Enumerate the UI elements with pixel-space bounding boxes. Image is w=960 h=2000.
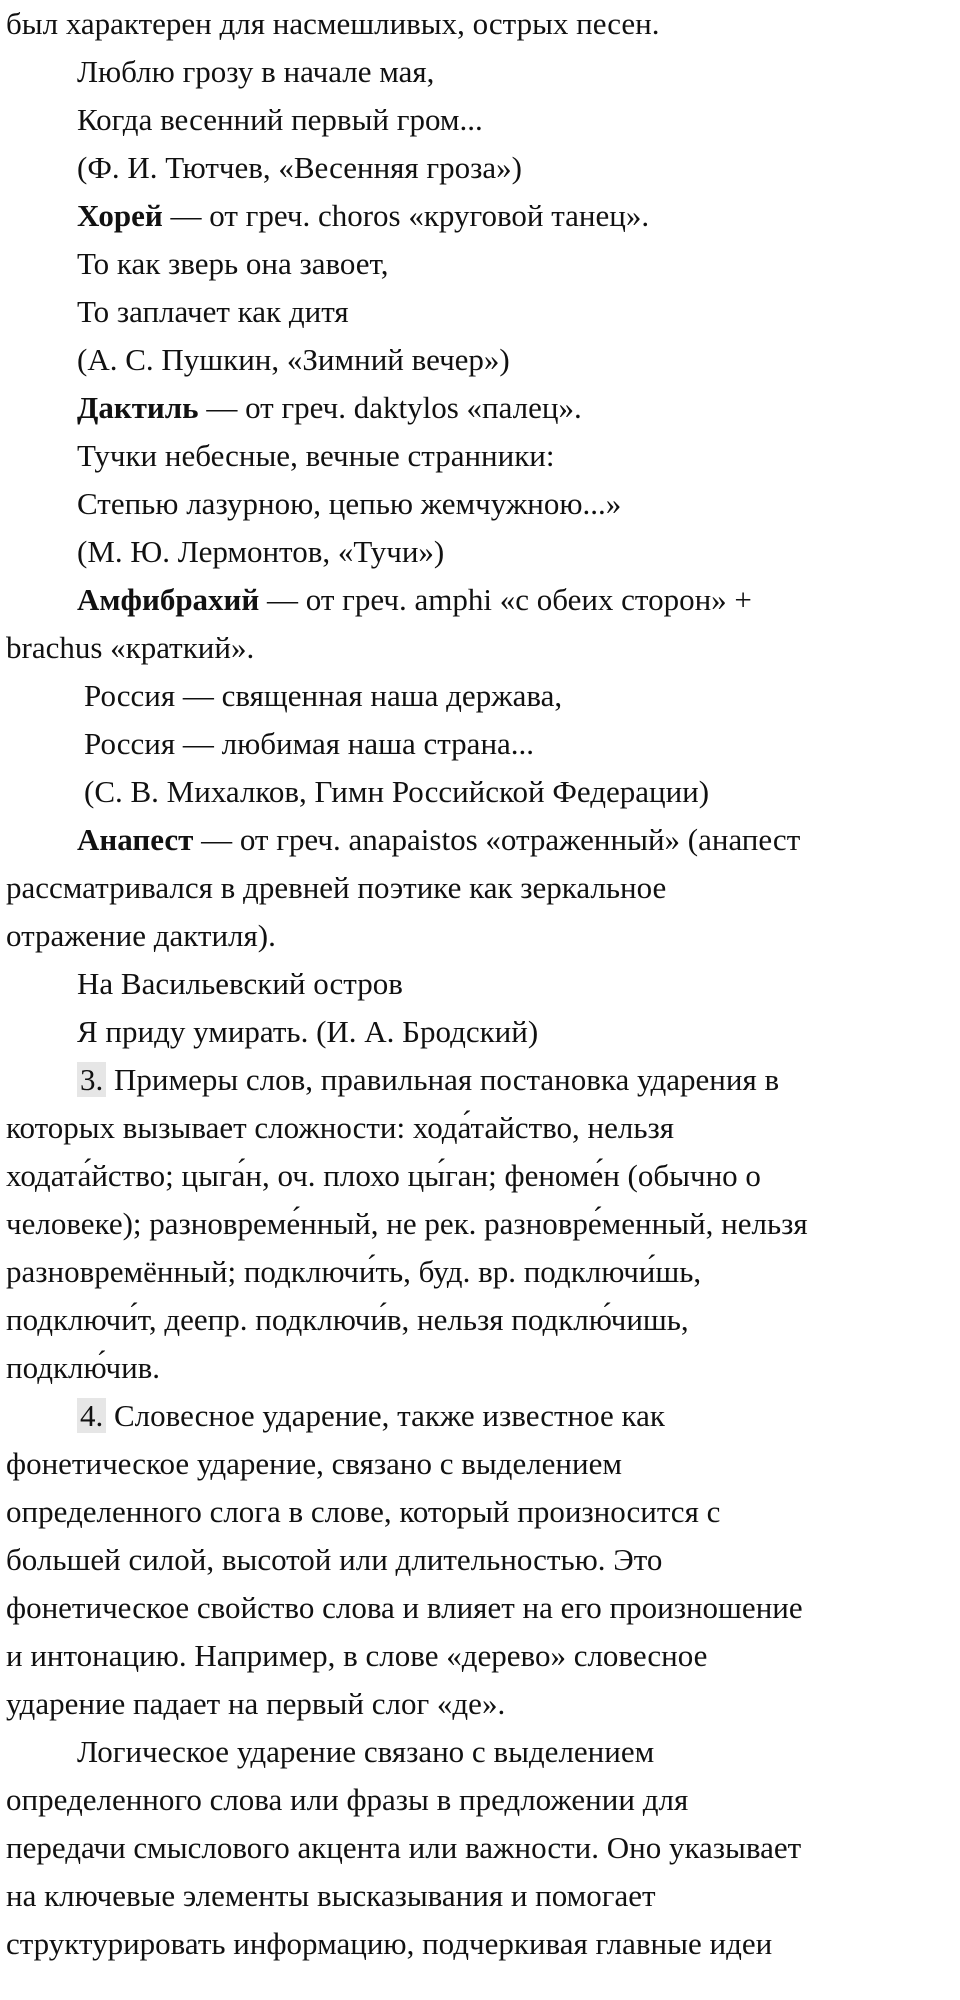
text-line: ходата́йство; цыга́н, оч. плохо цы́ган; феноме́н (обычно о <box>6 1158 761 1193</box>
text-line: которых вызывает сложности: хода́тайство, нельзя <box>6 1110 674 1145</box>
text-line: ударение падает на первый слог «де». <box>6 1686 506 1721</box>
numbered-paragraph-line <box>6 1056 960 1104</box>
text-line: определенного слова или фразы в предложении для <box>6 1782 689 1817</box>
text-line: человеке); разновреме́нный, не рек. разновре́менный, нельзя <box>6 1206 808 1241</box>
text-line: структурировать информацию, подчеркивая главные идеи <box>6 1926 773 1961</box>
poem-attribution: (Ф. И. Тютчев, «Весенняя гроза») <box>77 150 522 185</box>
poem-line: Степью лазурною, цепью жемчужною...» <box>77 486 622 521</box>
term-line <box>6 576 960 624</box>
text-line: большей силой, высотой или длительностью. Это <box>6 1542 663 1577</box>
text-line: определенного слога в слове, который произносится с <box>6 1494 721 1529</box>
poem-line: Я приду умирать. (И. А. Бродский) <box>77 1014 539 1049</box>
numbered-paragraph-line <box>6 1392 960 1440</box>
poem-line: Тучки небесные, вечные странники: <box>77 438 555 473</box>
poem-line: Россия — священная наша держава, <box>84 678 563 713</box>
text-line: фонетическое ударение, связано с выделением <box>6 1446 622 1481</box>
term-definition: — от греч. amphi «с обеих сторон» + <box>259 582 752 617</box>
text-line: разновремённый; подключи́ть, буд. вр. подключи́шь, <box>6 1254 702 1289</box>
item-number-3: 3. <box>77 1062 106 1097</box>
term-anapest: Анапест <box>77 822 194 857</box>
term-line <box>6 192 960 240</box>
text-line: подключи́т, деепр. подключи́в, нельзя подклю́чишь, <box>6 1302 689 1337</box>
poem-line: То заплачет как дитя <box>77 294 349 329</box>
term-definition: — от греч. choros «круговой танец». <box>162 198 650 233</box>
paragraph-text: Словесное ударение, также известное как <box>106 1398 665 1433</box>
term-daktil: Дактиль <box>77 390 199 425</box>
poem-line: Россия — любимая наша страна... <box>84 726 535 761</box>
poem-line: На Васильевский остров <box>77 966 403 1001</box>
poem-attribution: (А. С. Пушкин, «Зимний вечер») <box>77 342 510 377</box>
term-line <box>6 816 960 864</box>
text-line: и интонацию. Например, в слове «дерево» словесное <box>6 1638 708 1673</box>
text-line: отражение дактиля). <box>6 918 276 953</box>
text-line: был характерен для насмешливых, острых песен. <box>6 6 660 41</box>
text-line: фонетическое свойство слова и влияет на его произношение <box>6 1590 803 1625</box>
term-amfibrakhii: Амфибрахий <box>77 582 260 617</box>
text-line: brachus «краткий». <box>6 630 255 665</box>
paragraph-first-line: Логическое ударение связано с выделением <box>77 1734 655 1769</box>
paragraph-text: Примеры слов, правильная постановка ударения в <box>106 1062 780 1097</box>
text-line: подклю́чив. <box>6 1350 161 1385</box>
term-line <box>6 384 960 432</box>
text-line: передачи смыслового акцента или важности. Оно указывает <box>6 1830 802 1865</box>
poem-line: Люблю грозу в начале мая, <box>77 54 435 89</box>
term-definition: — от греч. daktylos «палец». <box>198 390 582 425</box>
item-number-4: 4. <box>77 1398 106 1433</box>
poem-attribution: (С. В. Михалков, Гимн Российской Федерации) <box>84 774 710 809</box>
poem-attribution: (М. Ю. Лермонтов, «Тучи») <box>77 534 445 569</box>
poem-line: Когда весенний первый гром... <box>77 102 483 137</box>
text-line: на ключевые элементы высказывания и помогает <box>6 1878 656 1913</box>
term-khorei: Хорей <box>77 198 163 233</box>
poem-line: То как зверь она завоет, <box>77 246 389 281</box>
term-definition: — от греч. anapaistos «отраженный» (анапест <box>193 822 801 857</box>
text-line: рассматривался в древней поэтике как зеркальное <box>6 870 667 905</box>
